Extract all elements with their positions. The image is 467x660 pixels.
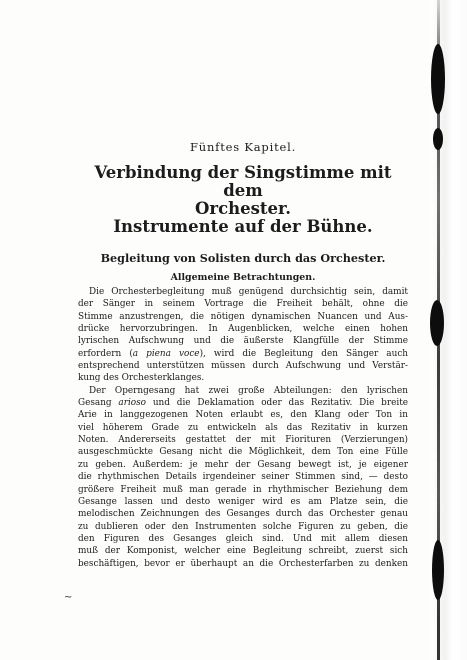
- binding-ink-blot: [430, 300, 444, 346]
- chapter-label: Fünftes Kapitel.: [189, 140, 297, 154]
- margin-mark: ~: [64, 592, 73, 603]
- text-line: drücke hervorzubringen. In Augenblicken, welche einen hohen: [78, 324, 408, 335]
- text-line: Stimme anzustrengen, die nötigen dynamischen Nuancen und Aus-: [78, 311, 408, 322]
- paragraph-2: [78, 385, 408, 570]
- title-line: Verbindung der Singstimme mit dem: [94, 163, 392, 200]
- italic-term: arioso: [118, 398, 147, 409]
- text-line: Gesang arioso und die Deklamation oder das Rezitativ. Die breite: [78, 398, 409, 409]
- text-line: Noten. Andererseits gestattet der mit Fiorituren (Verzierungen): [78, 435, 408, 446]
- text-line: melodischen Zeichnungen des Gesanges durch das Orchester genau: [78, 509, 408, 520]
- text-line: der Sänger in seinem Vortrage die Freiheit behält, ohne die: [78, 299, 408, 310]
- text-line: zu dublieren oder den Instrumenten solche Figuren zu geben, die: [78, 521, 408, 532]
- title-line: Instrumente auf der Bühne.: [113, 217, 373, 236]
- binding-ink-blot: [432, 540, 444, 600]
- text-line: die rhythmischen Details irgendeiner seiner Stimmen sind, — desto: [78, 472, 408, 483]
- text-line: Die Orchesterbegleitung muß genügend durchsichtig sein, damit: [89, 287, 408, 297]
- binding-ink-blot: [431, 44, 445, 114]
- text-line: beschäftigen, bevor er überhaupt an die Orchesterfarben zu denken: [78, 558, 408, 569]
- section-heading: Begleitung von Solisten durch das Orchester.: [100, 251, 386, 265]
- page-text: [78, 140, 408, 570]
- text-line: lyrischen Aufschwung und die äußerste Klangfülle der Stimme: [78, 336, 408, 347]
- binding-ink-blot: [433, 128, 443, 150]
- text-line: entsprechend unterstützen müssen durch Aufschwung und Verstär-: [78, 361, 408, 372]
- text-line: den Figuren des Gesanges gleich sind. Und mit allem diesen: [78, 533, 408, 544]
- text-line: muß der Komponist, welcher eine Begleitung schreibt, zuerst sich: [78, 546, 408, 557]
- text-line: Arie in langgezogenen Noten erlaubt es, den Klang oder Ton in: [78, 410, 408, 421]
- italic-term: a piena voce: [132, 348, 200, 359]
- text-line: Gesange lassen und desto weniger wird es am Platze sein, die: [78, 496, 408, 507]
- text-line: erfordern (a piena voce), wird die Begleitung den Sänger auch: [78, 348, 408, 359]
- text-line: größere Freiheit muß man gerade in rhythmischer Beziehung dem: [78, 484, 408, 495]
- subsection-heading: Allgemeine Betrachtungen.: [170, 272, 316, 283]
- text-line: ausgeschmückte Gesang nicht die Möglichkeit, dem Ton eine Fülle: [78, 447, 408, 458]
- title-line: Orchester.: [195, 199, 291, 218]
- text-line: Der Operngesang hat zwei große Abteilungen: den lyrischen: [89, 385, 408, 396]
- paragraph-1: [78, 286, 408, 385]
- text-line: kung des Orchesterklanges.: [78, 373, 205, 384]
- text-line: viel höherem Grade zu entwickeln als das Rezitativ in kurzen: [78, 422, 408, 433]
- chapter-title: [78, 164, 408, 236]
- text-line: zu geben. Außerdem: je mehr der Gesang bewegt ist, je eigener: [78, 459, 408, 470]
